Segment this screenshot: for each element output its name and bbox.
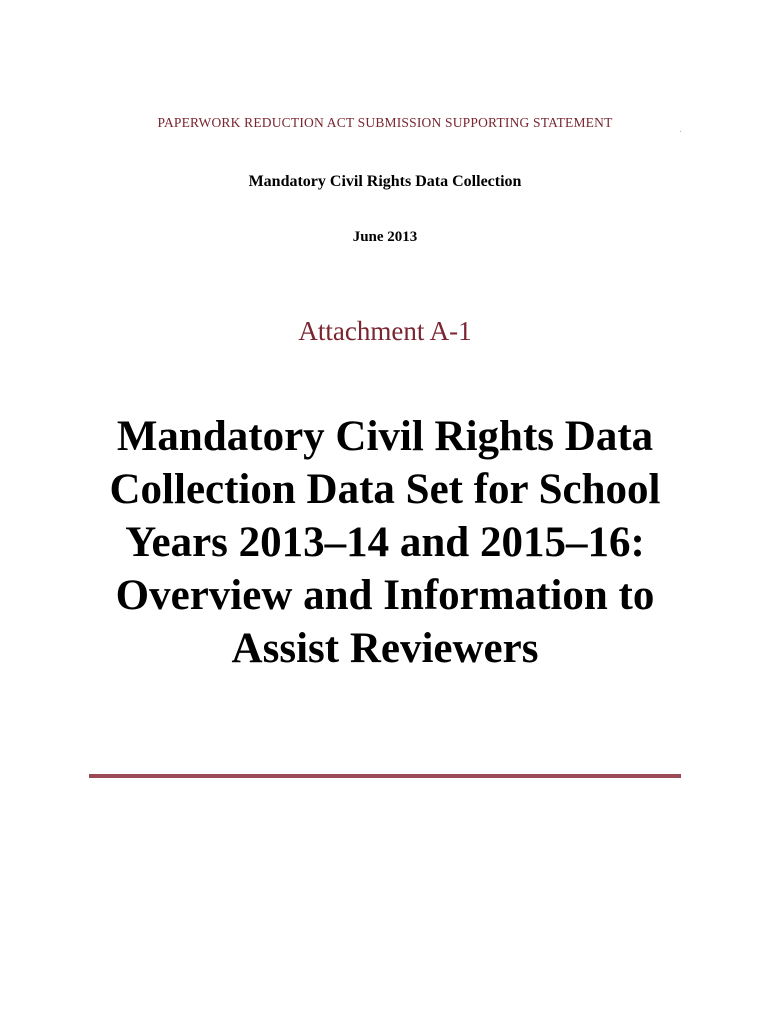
corner-mark <box>680 131 681 132</box>
title-line: Mandatory Civil Rights Data <box>116 413 654 460</box>
document-date: June 2013 <box>352 229 418 245</box>
document-header: PAPERWORK REDUCTION ACT SUBMISSION SUPPORTING STATEMENT <box>157 115 613 130</box>
document-subtitle: Mandatory Civil Rights Data Collection <box>248 173 522 190</box>
title-line: Overview and Information to <box>115 572 655 619</box>
title-line: Collection Data Set for School <box>109 466 661 513</box>
attachment-label: Attachment A-1 <box>298 316 472 346</box>
page-title <box>60 410 710 675</box>
divider-rule <box>89 774 681 778</box>
title-line: Assist Reviewers <box>231 625 539 672</box>
title-line: Years 2013–14 and 2015–16: <box>125 519 645 566</box>
